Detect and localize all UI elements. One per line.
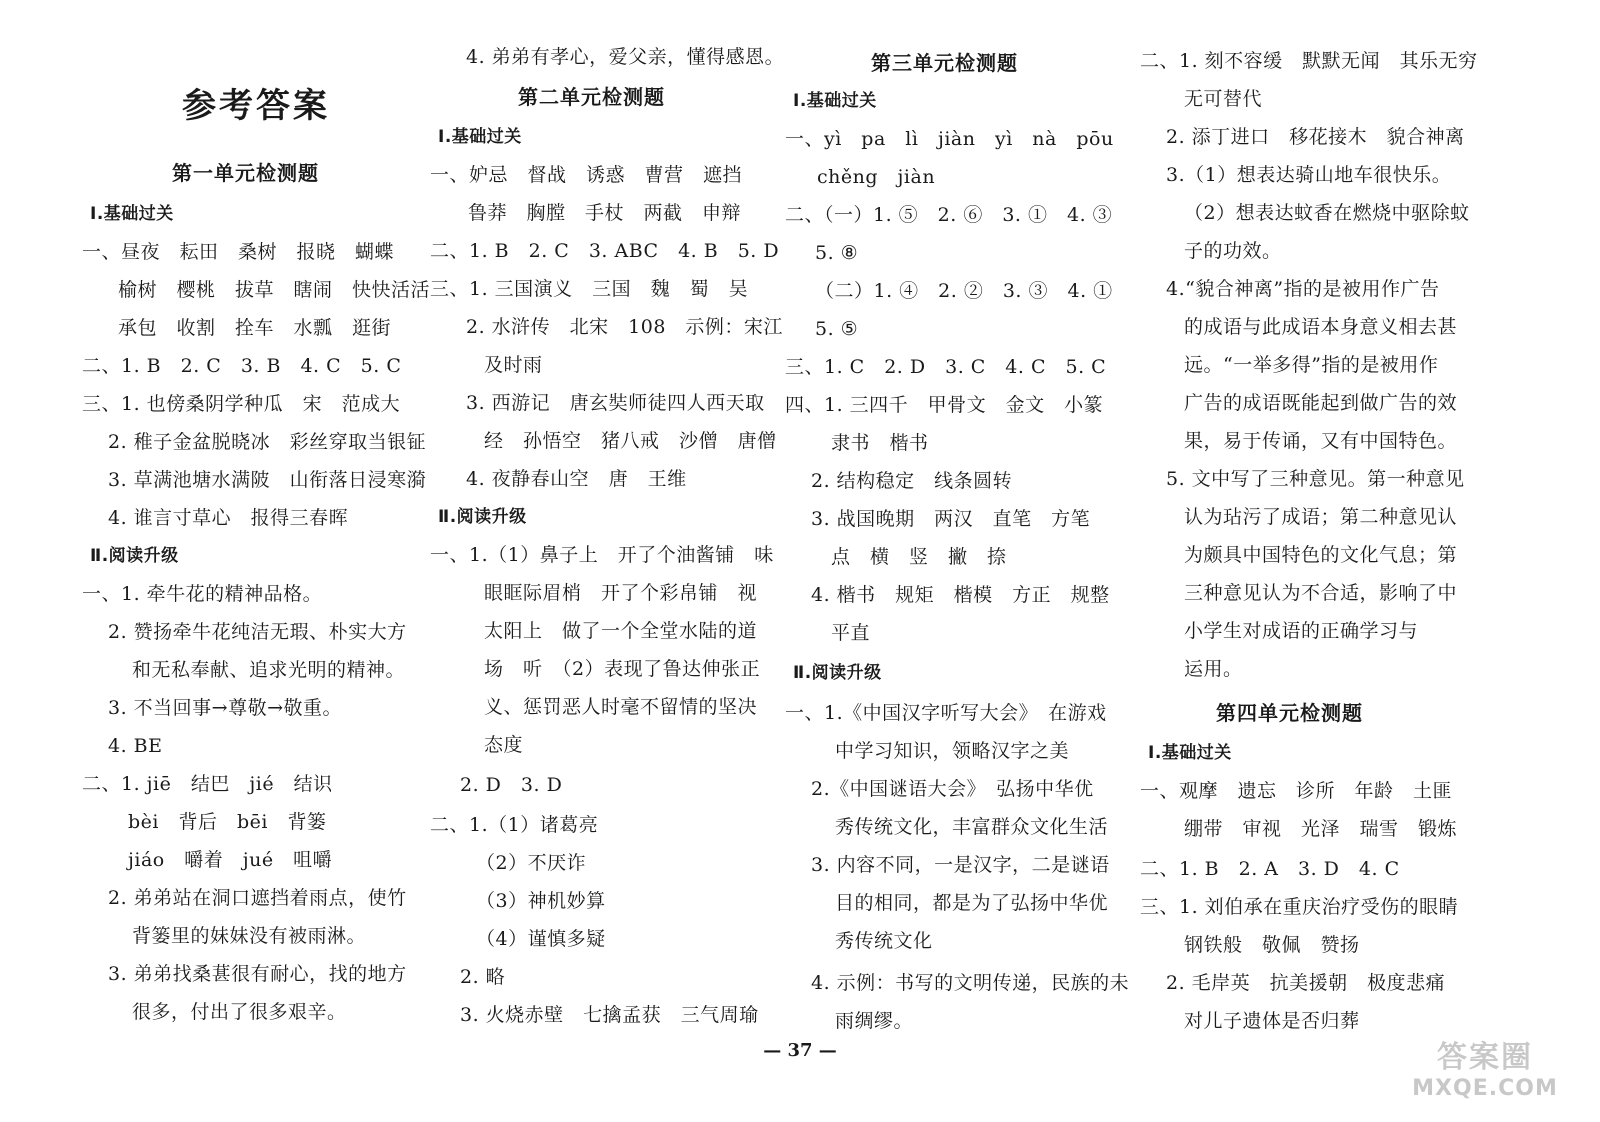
answer-line: 二、1. jiē 结巴 jié 结识 — [82, 773, 333, 795]
answer-line: 2. 毛岸英 抗美援朝 极度悲痛 — [1166, 972, 1446, 994]
answer-line: 为颇具中国特色的文化气息；第 — [1184, 544, 1458, 566]
answer-line: 一、yì pa lì jiàn yì nà pōu — [785, 128, 1114, 150]
answer-line: 秀传统文化，丰富群众文化生活 — [835, 816, 1109, 838]
answer-line: 2. 赞扬牵牛花纯洁无瑕、朴实大方 — [108, 621, 407, 643]
answer-line: 义、惩罚恶人时毫不留情的坚决 — [484, 696, 758, 718]
answer-line: （3）神机妙算 — [476, 890, 606, 912]
answer-line: 4. 夜静春山空 唐 王维 — [466, 468, 687, 490]
section-reading: Ⅱ.阅读升级 — [793, 663, 882, 683]
answer-line: 4. 楷书 规矩 楷模 方正 规整 — [811, 584, 1110, 606]
answer-line: 4. 谁言寸草心 报得三春晖 — [108, 507, 349, 529]
answer-line: 子的功效。 — [1184, 240, 1282, 262]
answer-line: 果，易于传诵，又有中国特色。 — [1184, 430, 1458, 452]
answer-line: 太阳上 做了一个全堂水陆的道 — [484, 620, 758, 642]
watermark-url: MXQE.COM — [1412, 1076, 1558, 1101]
answer-line: 绷带 审视 光泽 瑞雪 锻炼 — [1184, 818, 1458, 840]
answer-line: 2. 略 — [460, 966, 506, 988]
answer-line: 秀传统文化 — [835, 930, 933, 952]
answer-line: 一、1. 牵牛花的精神品格。 — [82, 583, 323, 605]
answer-line: bèi 背后 bēi 背篓 — [128, 811, 327, 833]
answer-line: 一、妒忌 督战 诱惑 曹营 遮挡 — [430, 164, 743, 186]
answer-line: 无可替代 — [1184, 88, 1263, 110]
answer-line: 三、1. 刘伯承在重庆治疗受伤的眼睛 — [1140, 896, 1459, 918]
answer-line: 目的相同，都是为了弘扬中华优 — [835, 892, 1109, 914]
answer-line: 三、1. 也傍桑阴学种瓜 宋 范成大 — [82, 393, 401, 415]
answer-line: 场 听 （2）表现了鲁达伸张正 — [484, 658, 761, 680]
section-basics: Ⅰ.基础过关 — [90, 204, 174, 224]
answer-line: 平直 — [831, 622, 871, 644]
answer-line: 眼眶际眉梢 开了个彩帛铺 视 — [484, 582, 758, 604]
section-basics: Ⅰ.基础过关 — [1148, 743, 1232, 763]
answer-line: 2. 添丁进口 移花接木 貌合神离 — [1166, 126, 1465, 148]
answer-line: 三、1. C 2. D 3. C 4. C 5. C — [785, 356, 1107, 378]
unit-2-title: 第二单元检测题 — [518, 85, 665, 109]
answer-line: 四、1. 三四千 甲骨文 金文 小篆 — [785, 394, 1104, 416]
section-reading: Ⅱ.阅读升级 — [438, 507, 527, 527]
answer-line: 远。“一举多得”指的是被用作 — [1184, 354, 1439, 376]
answer-line: 5. ⑧ — [815, 242, 859, 264]
section-reading: Ⅱ.阅读升级 — [90, 546, 179, 566]
answer-line: 经 孙悟空 猪八戒 沙僧 唐僧 — [484, 430, 777, 452]
answer-line: 二、（一）1. ⑤ 2. ⑥ 3. ① 4. ③ — [785, 204, 1113, 226]
unit-1-title: 第一单元检测题 — [172, 161, 319, 185]
answer-line: 小学生对成语的正确学习与 — [1184, 620, 1419, 642]
answer-line: 广告的成语既能起到做广告的效 — [1184, 392, 1458, 414]
answer-line: 态度 — [484, 734, 524, 756]
watermark-text: 答案圈 — [1437, 1040, 1533, 1075]
answer-line: 3. 弟弟找桑葚很有耐心，找的地方 — [108, 963, 407, 985]
answer-line: 2. 弟弟站在洞口遮挡着雨点，使竹 — [108, 887, 407, 909]
answer-line: 2. D 3. D — [460, 774, 563, 796]
answer-line: 3.（1）想表达骑山地车很快乐。 — [1166, 164, 1452, 186]
answer-line: 隶书 楷书 — [831, 432, 929, 454]
answer-line: 运用。 — [1184, 658, 1243, 680]
answer-line: 4. 弟弟有孝心，爱父亲，懂得感恩。 — [466, 46, 785, 68]
answer-line: 三、1. 三国演义 三国 魏 蜀 吴 — [430, 278, 749, 300]
answer-line: 二、1. B 2. C 3. B 4. C 5. C — [82, 355, 402, 377]
unit-3-title: 第三单元检测题 — [871, 51, 1018, 75]
answer-line: 4. 示例：书写的文明传递，民族的未 — [811, 972, 1130, 994]
answer-line: 3. 战国晚期 两汉 直笔 方笔 — [811, 508, 1091, 530]
answer-line: （2）不厌诈 — [476, 852, 587, 874]
page-number: — 37 — — [763, 1040, 837, 1061]
answer-line: 认为玷污了成语；第二种意见认 — [1184, 506, 1458, 528]
answer-line: 雨绸缪。 — [835, 1010, 914, 1032]
answer-line: 对儿子遗体是否归葬 — [1184, 1010, 1360, 1032]
answer-line: 的成语与此成语本身意义相去甚 — [1184, 316, 1458, 338]
answer-line: 3. 内容不同，一是汉字，二是谜语 — [811, 854, 1110, 876]
answer-line: 中学习知识，领略汉字之美 — [835, 740, 1070, 762]
unit-4-title: 第四单元检测题 — [1216, 701, 1363, 725]
answer-line: 一、昼夜 耘田 桑树 报晓 蝴蝶 — [82, 241, 395, 263]
answer-line: 一、观摩 遗忘 诊所 年龄 土匪 — [1140, 780, 1453, 802]
answer-line: 二、1. B 2. C 3. ABC 4. B 5. D — [430, 240, 780, 262]
answer-line: （二）1. ④ 2. ② 3. ③ 4. ① — [815, 280, 1113, 302]
answer-line: 一、1.（1）鼻子上 开了个油酱铺 味 — [430, 544, 774, 566]
answer-line: 2.《中国谜语大会》 弘扬中华优 — [811, 778, 1094, 800]
answer-line: 二、1. B 2. A 3. D 4. C — [1140, 858, 1400, 880]
answer-line: 三种意见认为不合适，影响了中 — [1184, 582, 1458, 604]
answer-line: 2. 稚子金盆脱晓冰 彩丝穿取当银钲 — [108, 431, 427, 453]
answer-line: （4）谨慎多疑 — [476, 928, 606, 950]
watermark-logo — [1400, 1040, 1570, 1108]
answer-line: 承包 收割 拴车 水瓢 逛街 — [118, 317, 392, 339]
answer-line: 一、1.《中国汉字听写大会》 在游戏 — [785, 702, 1107, 724]
answer-line: 4. BE — [108, 735, 163, 757]
answer-line: 和无私奉献、追求光明的精神。 — [132, 659, 406, 681]
answer-line: 3. 西游记 唐玄奘师徒四人西天取 — [466, 392, 765, 414]
answer-line: 及时雨 — [484, 354, 543, 376]
answer-line: 钢铁般 敬佩 赞扬 — [1184, 934, 1360, 956]
answer-line: 二、1. 刻不容缓 默默无闻 其乐无穷 — [1140, 50, 1478, 72]
answer-line: 榆树 樱桃 拔草 瞎闹 快快活活 — [118, 279, 431, 301]
page-title: 参考答案 — [182, 86, 330, 126]
answer-line: 5. 文中写了三种意见。第一种意见 — [1166, 468, 1465, 490]
answer-line: chěng jiàn — [817, 166, 936, 188]
answer-line: 二、1.（1）诸葛亮 — [430, 814, 599, 836]
answer-line: 3. 草满池塘水满陂 山衔落日浸寒漪 — [108, 469, 427, 491]
answer-line: 背篓里的妹妹没有被雨淋。 — [132, 925, 367, 947]
answer-line: 3. 不当回事→尊敬→敬重。 — [108, 697, 343, 719]
answer-line: 很多，付出了很多艰辛。 — [132, 1001, 347, 1023]
answer-line: 3. 火烧赤壁 七擒孟获 三气周瑜 — [460, 1004, 759, 1026]
answer-line: jiáo 嚼着 jué 咀嚼 — [128, 849, 333, 871]
answer-line: 鲁莽 胸膛 手杖 两截 申辩 — [468, 202, 742, 224]
section-basics: Ⅰ.基础过关 — [793, 91, 877, 111]
answer-line: 5. ⑤ — [815, 318, 859, 340]
answer-line: （2）想表达蚊香在燃烧中驱除蚊 — [1184, 202, 1470, 224]
section-basics: Ⅰ.基础过关 — [438, 127, 522, 147]
answer-line: 2. 水浒传 北宋 108 示例：宋江 — [466, 316, 783, 338]
answer-line: 4.“貌合神离”指的是被用作广告 — [1166, 278, 1440, 300]
answer-line: 2. 结构稳定 线条圆转 — [811, 470, 1013, 492]
answer-line: 点 横 竖 撇 捺 — [831, 546, 1007, 568]
